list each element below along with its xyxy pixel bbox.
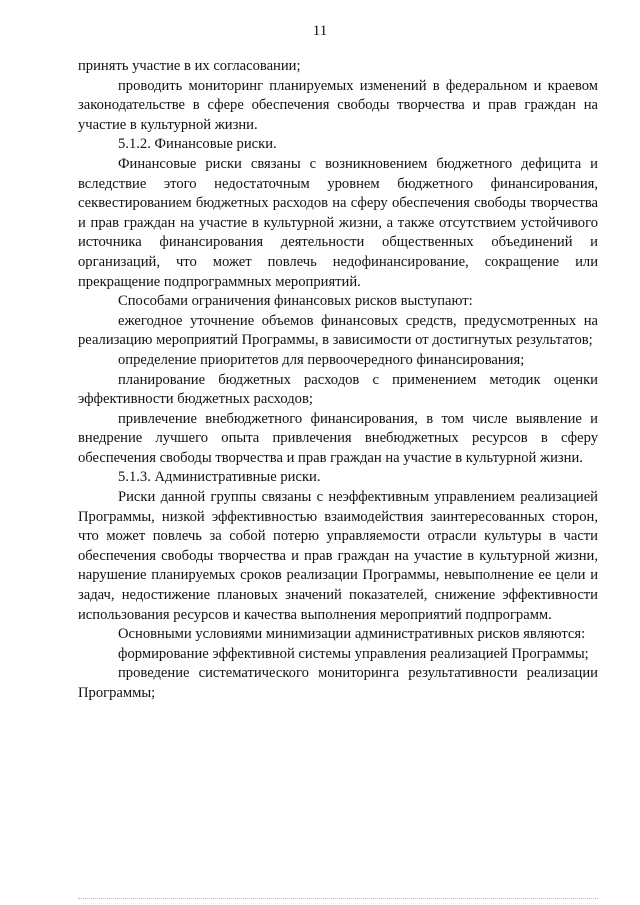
list-item-extrabudgetary-funding: привлечение внебюджетного финансирования, в том числе выявление и внедрение лучшего опыта привлечения внебюджетных ресурсов в сферу обеспечения свободы творчества и прав граждан на участие в культурной жизни. bbox=[78, 410, 598, 466]
paragraph-administrative-risk-conditions-intro: Основными условиями минимизации административных рисков являются: bbox=[118, 626, 586, 643]
paragraph-continuation: принять участие в их согласовании; bbox=[78, 58, 301, 74]
list-item-annual-adjustment: ежегодное уточнение объемов финансовых средств, предусмотренных на реализацию мероприятий Программы, в зависимости от достигнутых результатов; bbox=[78, 312, 598, 349]
section-heading-financial-risks: 5.1.2. Финансовые риски. bbox=[118, 136, 277, 153]
document-body bbox=[78, 57, 598, 704]
list-item-budget-planning: планирование бюджетных расходов с применением методик оценки эффективности бюджетных расходов; bbox=[78, 371, 598, 408]
list-item-priorities: определение приоритетов для первоочередного финансирования; bbox=[118, 351, 525, 368]
page-number: 11 bbox=[312, 23, 328, 39]
paragraph-administrative-risks-description: Риски данной группы связаны с неэффективным управлением реализацией Программы, низкой эффективностью взаимодействия заинтересованных сторон, что может повлечь за собой потерю управляемости отрасли культуры в части обеспечения свободы творчества и прав граждан на участие в культурной жизни, нарушение планируемых сроков реализации Программы, невыполнение ее цели и задач, недостижение плановых значений показателей, снижение эффективности использования ресурсов и качества выполнения мероприятий подпрограмм. bbox=[78, 489, 598, 623]
paragraph-monitoring-legislation: проводить мониторинг планируемых изменений в федеральном и краевом законодательстве в сфере обеспечения свободы творчества и прав граждан на участие в культурной жизни. bbox=[78, 77, 598, 133]
list-item-management-system: формирование эффективной системы управления реализацией Программы; bbox=[118, 645, 589, 662]
list-item-systematic-monitoring: проведение систематического мониторинга результативности реализации Программы; bbox=[78, 665, 598, 701]
section-heading-administrative-risks: 5.1.3. Административные риски. bbox=[118, 469, 321, 486]
paragraph-financial-risks-description: Финансовые риски связаны с возникновением бюджетного дефицита и вследствие этого недостаточным уровнем бюджетного финансирования, секвестированием бюджетных расходов на сферу обеспечения свободы творчества и прав граждан на участие в культурной жизни, а также отсутствием устойчивого источника финансирования деятельности общественных объединений и организаций, что может повлечь недофинансирование, сокращение или прекращение подпрограммных мероприятий. bbox=[78, 155, 598, 290]
page-bottom-divider bbox=[78, 898, 598, 899]
paragraph-financial-risk-mitigation-intro: Способами ограничения финансовых рисков выступают: bbox=[118, 293, 473, 310]
